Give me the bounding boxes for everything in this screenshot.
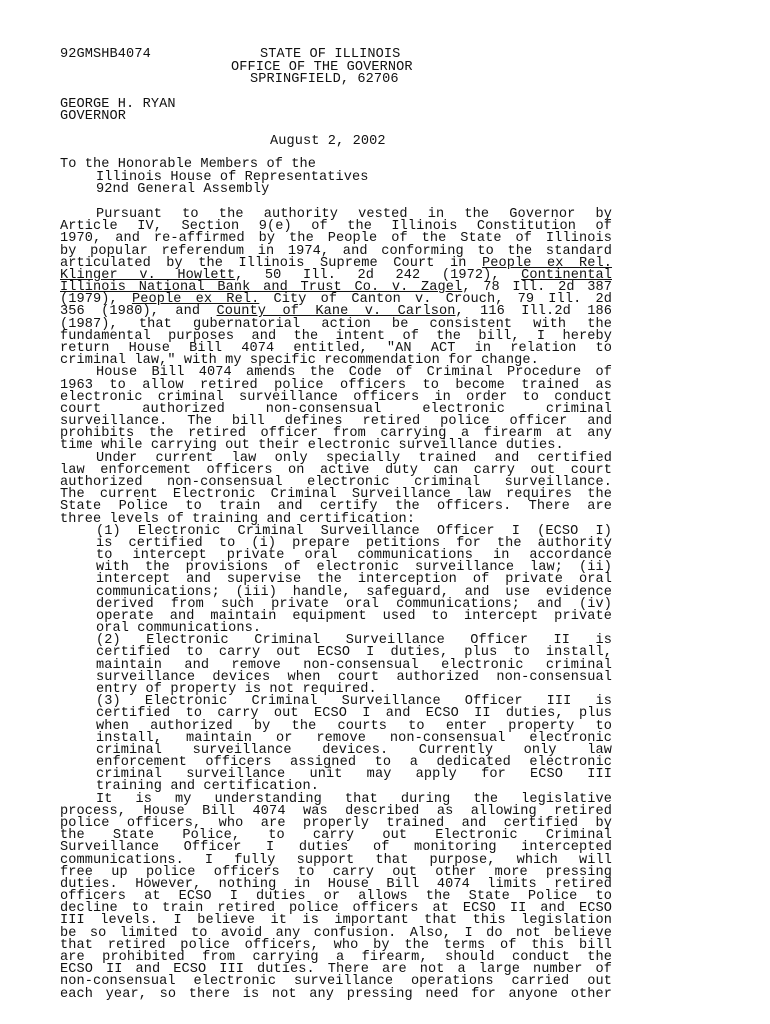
body-line: non-consensual electronic surveillance operations carried out xyxy=(60,974,612,990)
body-line: III levels. I believe it is important that this legislation xyxy=(60,913,612,929)
body-line: 356 (1980), and County of Kane v. Carlson, 116 Ill.2d 186 xyxy=(60,304,612,320)
body-line: police officers, who are properly trained and certified by xyxy=(60,816,612,831)
office-line-2: OFFICE OF THE GOVERNOR xyxy=(231,60,413,75)
body-line: operate and maintain equipment used to intercept private xyxy=(96,608,612,624)
body-line: when authorized by the courts to enter property to xyxy=(96,718,612,734)
body-line: communications. I fully support that purpose, which will xyxy=(60,852,612,868)
body-line: three levels of training and certification: xyxy=(60,511,416,527)
salutation-line-3: 92nd General Assembly xyxy=(96,182,270,197)
body-line: by popular referendum in 1974, and conforming to the standard xyxy=(60,243,612,259)
body-line: install, maintain or remove non-consensual electronic xyxy=(96,730,612,746)
body-line: time while carrying out their electronic surveillance duties. xyxy=(60,438,564,454)
body-line: prohibits the retired officer from carrying a firearm at any xyxy=(60,426,612,442)
body-line: with the provisions of electronic surveillance law; (ii) xyxy=(96,560,612,576)
body-line: return House Bill 4074 entitled, "AN ACT in relation to xyxy=(60,340,612,356)
body-line: 1963 to allow retired police officers to become trained as xyxy=(60,377,612,393)
body-line: each year, so there is not any pressing need for anyone other xyxy=(60,986,612,1002)
body-line: officers at ECSO I duties or allows the State Police to xyxy=(60,889,612,905)
body-line: (2) Electronic Criminal Surveillance Officer II is xyxy=(96,633,612,649)
body-line: free up police officers to carry out other more pressing xyxy=(60,864,612,880)
body-line: criminal law," with my specific recommendation for change. xyxy=(60,353,539,369)
body-line: (1979), People ex Rel. City of Canton v. Crouch, 79 Ill. 2d xyxy=(60,292,612,308)
body-line: 1970, and re-affirmed by the People of the State of Illinois xyxy=(60,231,612,247)
body-line: (3) Electronic Criminal Surveillance Officer III is xyxy=(96,694,612,710)
body-line: communications; (iii) handle, safeguard, and use evidence xyxy=(96,584,612,600)
body-line: Surveillance Officer I duties of monitoring intercepted xyxy=(60,840,612,856)
body-line: surveillance. The bill defines retired police officer and xyxy=(60,414,612,430)
office-line-1: STATE OF ILLINOIS xyxy=(260,47,401,62)
body-line: derived from such private oral communications; and (iv) xyxy=(96,596,612,612)
letter-date: August 2, 2002 xyxy=(270,134,386,149)
body-line: maintain and remove non-consensual electronic criminal xyxy=(96,657,612,673)
body-line: electronic criminal surveillance officers in order to conduct xyxy=(60,389,612,405)
body-line: Pursuant to the authority vested in the Governor by xyxy=(96,207,612,222)
body-line: decline to train retired police officers at ECSO II and ECSO xyxy=(60,901,612,917)
governor-title: GOVERNOR xyxy=(60,109,127,124)
body-line: Under current law only specially trained and certified xyxy=(96,450,612,466)
body-line: entry of property is not required. xyxy=(96,682,377,698)
office-line-3: SPRINGFIELD, 62706 xyxy=(250,72,399,87)
body-line: that retired police officers, who by the terms of this bill xyxy=(60,937,612,953)
body-line: (1987), that gubernatorial action be consistent with the xyxy=(60,316,612,332)
salutation-line-1: To the Honorable Members of the xyxy=(60,157,316,172)
body-line: court authorized non-consensual electronic criminal xyxy=(60,401,612,417)
body-line: training and certification. xyxy=(96,779,319,795)
body-line: be so limited to avoid any confusion. Also, I do not believe xyxy=(60,925,612,941)
body-line: The current Electronic Criminal Surveillance law requires the xyxy=(60,487,612,503)
body-line: certified to carry out ECSO I and ECSO II duties, plus xyxy=(96,706,612,722)
body-line: fundamental purposes and the intent of the bill, I hereby xyxy=(60,328,612,344)
body-line: House Bill 4074 amends the Code of Criminal Procedure of xyxy=(96,365,612,381)
body-line: enforcement officers assigned to a dedicated electronic xyxy=(96,755,612,771)
body-line: (1) Electronic Criminal Surveillance Officer I (ECSO I) xyxy=(96,523,612,539)
body-line: is certified to (i) prepare petitions for the authority xyxy=(96,535,612,551)
body-line: process, House Bill 4074 was described as allowing retired xyxy=(60,803,612,819)
body-line: criminal surveillance devices. Currently only law xyxy=(96,742,612,758)
bill-id: 92GMSHB4074 xyxy=(60,47,151,62)
body-line: State Police to train and certify the officers. There are xyxy=(60,499,612,515)
body-line: intercept and supervise the interception of private oral xyxy=(96,572,612,588)
body-line: oral communications. xyxy=(96,621,262,637)
salutation-line-2: Illinois House of Representatives xyxy=(96,170,369,185)
body-line: authorized non-consensual electronic criminal surveillance. xyxy=(60,474,612,490)
governor-name: GEORGE H. RYAN xyxy=(60,97,176,112)
body-line: are prohibited from carrying a firearm, should conduct the xyxy=(60,949,612,965)
body-line: criminal surveillance unit may apply for ECSO III xyxy=(96,767,612,783)
body-line: Illinois National Bank and Trust Co. v. Zagel, 78 Ill. 2d 387 xyxy=(60,280,613,296)
body-line: Klinger v. Howlett, 50 Ill. 2d 242 (1972), Continental xyxy=(60,267,612,283)
body-line: ECSO II and ECSO III duties. There are not a large number of xyxy=(60,962,612,978)
body-line: the State Police, to carry out Electronic Criminal xyxy=(60,828,612,844)
body-line: It is my understanding that during the legislative xyxy=(96,791,612,807)
body-line: law enforcement officers on active duty can carry out court xyxy=(60,462,612,478)
body-line: Article IV, Section 9(e) of the Illinois Constitution of xyxy=(60,219,612,235)
body-line: articulated by the Illinois Supreme Court in People ex Rel. xyxy=(60,255,613,271)
body-line: certified to carry out ECSO I duties, plus to install, xyxy=(96,645,612,661)
body-line: to intercept private oral communications in accordance xyxy=(96,548,612,564)
body-line: surveillance devices when court authorized non-consensual xyxy=(96,669,612,685)
body-line: duties. However, nothing in House Bill 4074 limits retired xyxy=(60,876,612,892)
